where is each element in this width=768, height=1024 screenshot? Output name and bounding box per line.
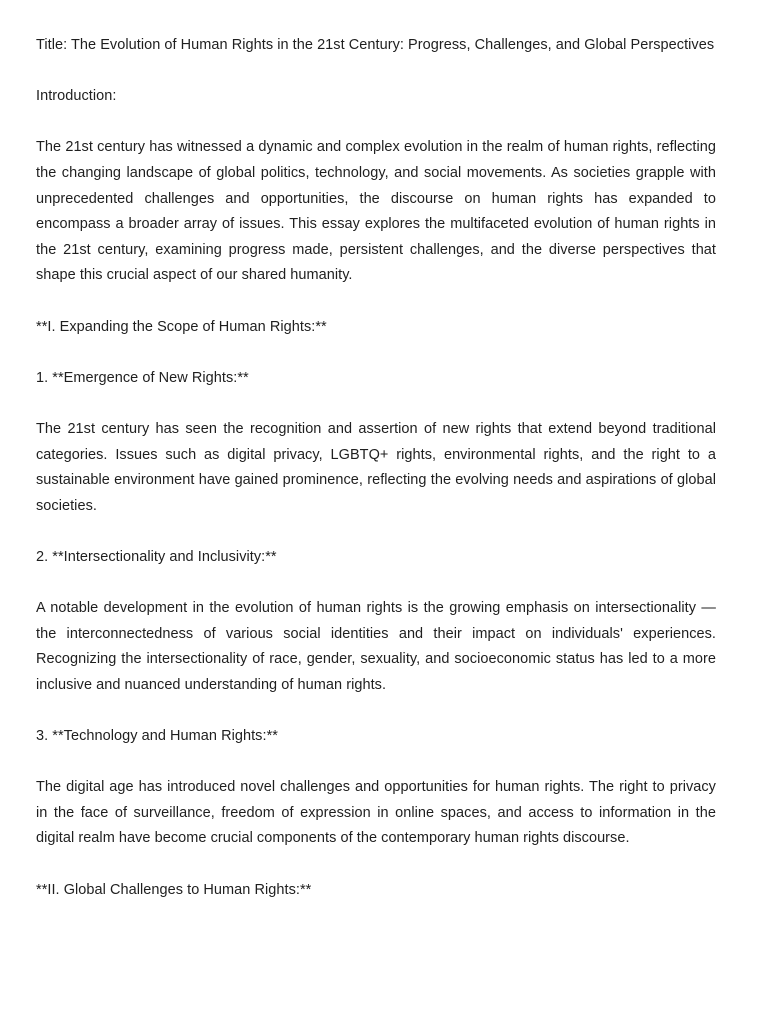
introduction-paragraph: The 21st century has witnessed a dynamic and complex evolution in the realm of human rights, reflecting the changing landscape of global politics, technology, and social movements. As societies grapple with unprecedented challenges and opportunities, the discourse on human rights has expanded to encompass a broader array of issues. This essay explores the multifaceted evolution of human rights in the 21st century, examining progress made, persistent challenges, and the diverse perspectives that shape this crucial aspect of our shared humanity. [36,139,716,284]
section-2-heading: **II. Global Challenges to Human Rights:** [36,881,312,898]
section-1-heading: **I. Expanding the Scope of Human Rights:** [36,318,327,335]
introduction-heading: Introduction: [36,88,117,105]
subsection-2-paragraph: A notable development in the evolution of human rights is the growing emphasis on intersectionality — the interconnectedness of various social identities and their impact on individuals' experiences. Recognizing the intersectionality of race, gender, sexuality, and socioeconomic status has led to a more inclusive and nuanced understanding of human rights. [36,600,716,693]
subsection-1-heading: 1. **Emergence of New Rights:** [36,369,249,386]
subsection-3-heading: 3. **Technology and Human Rights:** [36,728,278,745]
document-title: Title: The Evolution of Human Rights in the 21st Century: Progress, Challenges, and Global Perspectives [36,37,715,53]
subsection-1-paragraph: The 21st century has seen the recognition and assertion of new rights that extend beyond traditional categories. Issues such as digital privacy, LGBTQ+ rights, environmental rights, and the right to a sustainable environment have gained prominence, reflecting the evolving needs and aspirations of global societies. [36,420,716,514]
subsection-2-heading: 2. **Intersectionality and Inclusivity:** [36,548,277,565]
subsection-3-paragraph: The digital age has introduced novel challenges and opportunities for human rights. The right to privacy in the face of surveillance, freedom of expression in online spaces, and access to information in the digital realm have become crucial components of the contemporary human rights discourse. [36,779,716,847]
